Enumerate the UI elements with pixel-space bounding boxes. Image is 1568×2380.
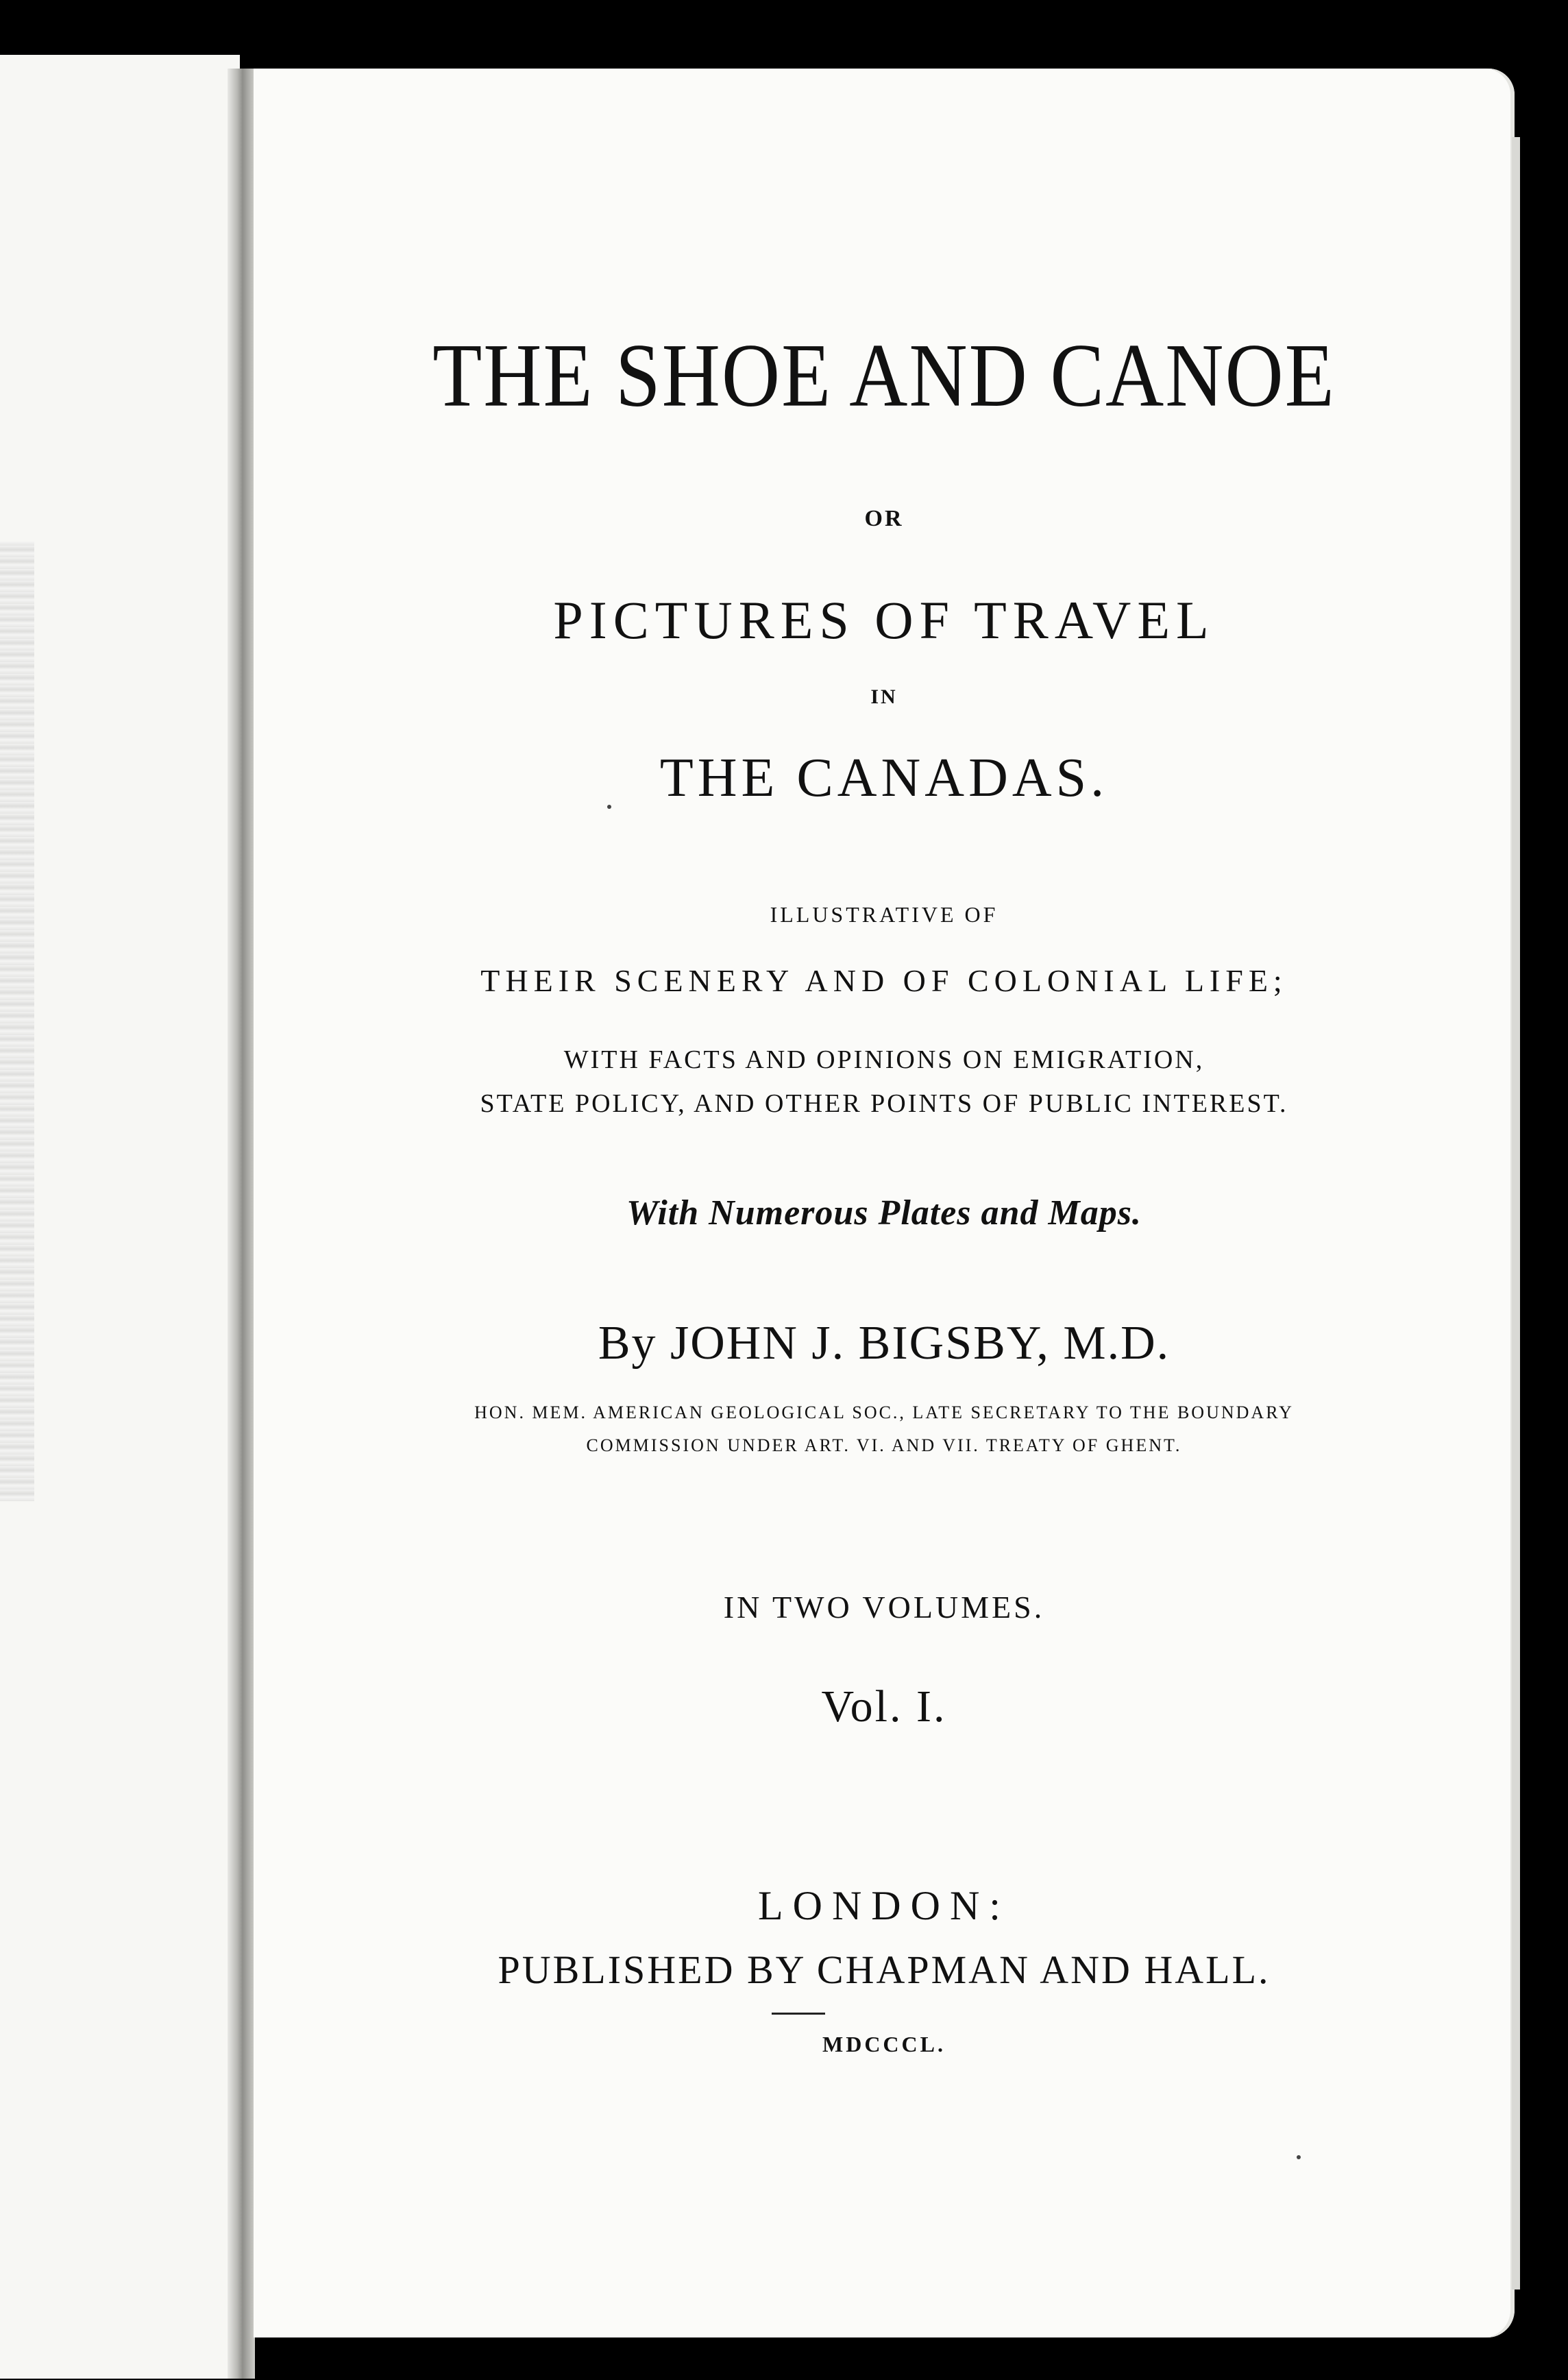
ink-speck — [607, 805, 611, 809]
illustrative-heading: ILLUSTRATIVE OF — [770, 902, 999, 927]
left-page-bleed-through — [0, 542, 34, 1501]
author-credentials-line-2: COMMISSION UNDER ART. VI. AND VII. TREATY OF GHENT. — [586, 1435, 1182, 1455]
plates-and-maps-line: With Numerous Plates and Maps. — [626, 1193, 1142, 1232]
facts-line-1: WITH FACTS AND OPINIONS ON EMIGRATION, — [563, 1045, 1205, 1074]
ink-speck — [1297, 2155, 1301, 2159]
book-gutter — [228, 69, 255, 2379]
subtitle-connector-in: IN — [870, 685, 898, 708]
volume-count: IN TWO VOLUMES. — [723, 1590, 1045, 1625]
facts-line-2: STATE POLICY, AND OTHER POINTS OF PUBLIC INTEREST. — [480, 1089, 1288, 1118]
scenery-line: THEIR SCENERY AND OF COLONIAL LIFE; — [480, 963, 1288, 998]
author-line: By JOHN J. BIGSBY, M.D. — [598, 1317, 1171, 1370]
publisher-line: PUBLISHED BY CHAPMAN AND HALL. — [498, 1947, 1271, 1992]
publication-date: MDCCCL. — [822, 2032, 946, 2056]
volume-number: Vol. I. — [821, 1681, 947, 1732]
title-connector-or: OR — [864, 506, 904, 531]
author-credentials-line-1: HON. MEM. AMERICAN GEOLOGICAL SOC., LATE SECRETARY TO THE BOUNDARY — [474, 1402, 1294, 1422]
book-place: THE CANADAS. — [659, 748, 1109, 808]
left-page-leaf — [0, 55, 240, 2379]
publication-city: LONDON: — [758, 1883, 1010, 1928]
publisher-rule — [772, 2013, 825, 2015]
book-subtitle: PICTURES OF TRAVEL — [553, 590, 1215, 650]
book-title: THE SHOE AND CANOE — [432, 325, 1336, 426]
